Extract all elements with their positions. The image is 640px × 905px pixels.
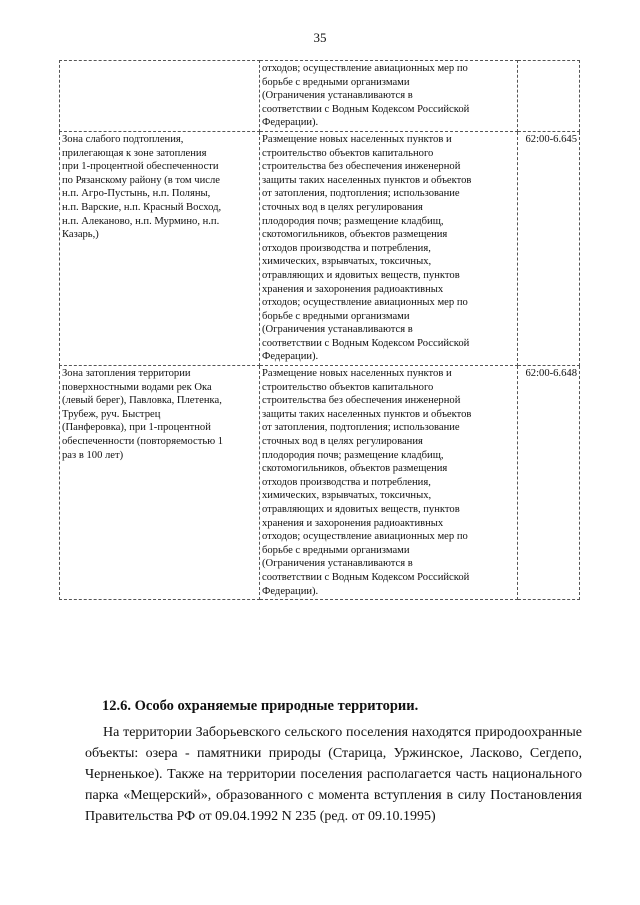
zone-cell: Зона затопления территории поверхностными водами рек Ока (левый берег), Павловка, Плетенка, Трубеж, руч. Быстрец (Панферовка), при 1-процентной обеспеченности (повторяемостью 1 раз в 100 лет) (60, 366, 260, 600)
code-cell (518, 61, 580, 132)
restrictions-cell: отходов; осуществление авиационных мер по борьбе с вредными организмами (Ограничения устанавливаются в соответствии с Водным Кодексом Российской Федерации). (260, 61, 518, 132)
code-cell: 62:00-6.645 (518, 131, 580, 365)
page-number: 35 (313, 30, 327, 45)
zone-cell (60, 61, 260, 132)
section-paragraph: На территории Заборьевского сельского поселения находятся природоохранные объекты: озера - памятники природы (Старица, Уржинское, Ласково, Сегдепо, Черненькое). Также на территории поселения располагается часть национального парка «Мещерский», образованного с момента вступления в силу Постановления Правительства РФ от 09.04.1992 N 235 (ред. от 09.10.1995) (85, 725, 582, 824)
table-row (60, 131, 580, 365)
table-row (60, 366, 580, 600)
section-heading: 12.6. Особо охраняемые природные территории. (102, 698, 419, 714)
table-row (60, 61, 580, 132)
zones-table (59, 60, 580, 600)
code-cell: 62:00-6.648 (518, 366, 580, 600)
restrictions-cell: Размещение новых населенных пунктов и строительство объектов капитального строительства без обеспечения инженерной защиты таких населенных пунктов и объектов от затопления, подтопления; использование сточных вод в целях регулирования плодородия почв; размещение кладбищ, скотомогильников, объектов размещения отходов производства и потребления, химических, взрывчатых, токсичных, отравляющих и ядовитых веществ, пунктов хранения и захоронения радиоактивных отходов; осуществление авиационных мер по борьбе с вредными организмами (Ограничения устанавливаются в соответствии с Водным Кодексом Российской Федерации). (260, 366, 518, 600)
zone-cell: Зона слабого подтопления, прилегающая к зоне затопления при 1-процентной обеспеченности по Рязанскому району (в том числе н.п. Агро-Пустынь, н.п. Поляны, н.п. Варские, н.п. Красный Восход, н.п. Алеканово, н.п. Мурмино, н.п. Казарь,) (60, 131, 260, 365)
restrictions-cell: Размещение новых населенных пунктов и строительство объектов капитального строительства без обеспечения инженерной защиты таких населенных пунктов и объектов от затопления, подтопления; использование сточных вод в целях регулирования плодородия почв; размещение кладбищ, скотомогильников, объектов размещения отходов производства и потребления, химических, взрывчатых, токсичных, отравляющих и ядовитых веществ, пунктов хранения и захоронения радиоактивных отходов; осуществление авиационных мер по борьбе с вредными организмами (Ограничения устанавливаются в соответствии с Водным Кодексом Российской Федерации). (260, 131, 518, 365)
